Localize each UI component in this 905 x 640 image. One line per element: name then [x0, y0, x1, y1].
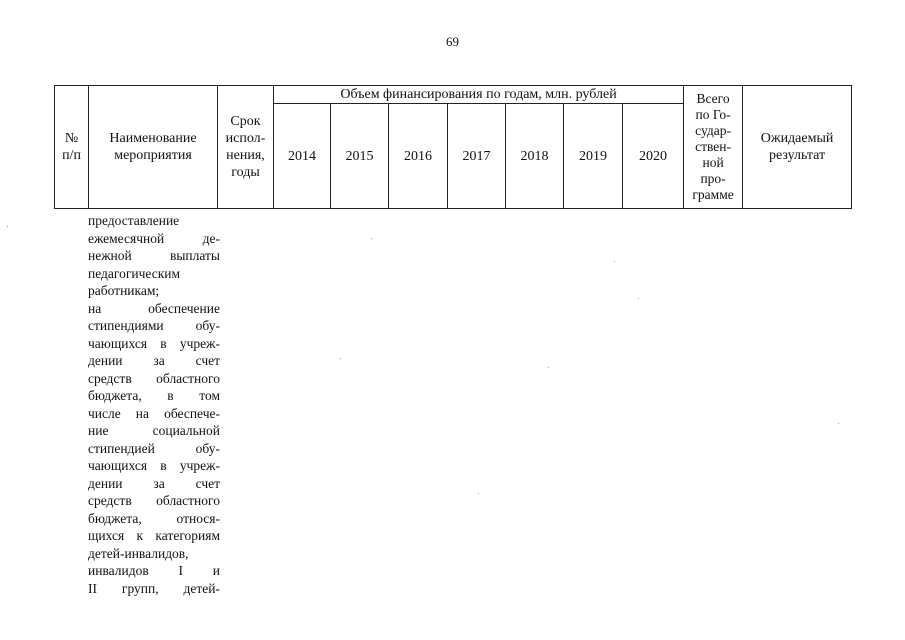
term-label-line: нения, [226, 148, 265, 163]
year-2016: 2016 [389, 104, 448, 209]
year-2014: 2014 [274, 104, 331, 209]
financing-table-header [54, 85, 852, 209]
name-column-header [89, 86, 218, 209]
scan-speck [7, 226, 8, 227]
scan-speck [478, 493, 479, 494]
text-line: дении за счет [88, 475, 220, 491]
text-line: чающихся в учреж- [88, 458, 220, 473]
text-line: числе на обеспече- [88, 405, 220, 421]
text-line: бюджета, относя- [88, 510, 220, 526]
text-line: педагогическим [88, 265, 181, 281]
scan-speck [614, 261, 615, 262]
text-line: стипендией обу- [88, 440, 220, 456]
text-line: стипендиями обу- [88, 318, 220, 333]
term-label-line: Срок [230, 114, 261, 129]
term-label-line: годы [231, 165, 260, 180]
text-line: инвалидов I и [88, 563, 220, 578]
total-column-header [684, 86, 743, 209]
result-label-line: результат [769, 148, 826, 163]
text-line: чающихся в учреж- [88, 335, 220, 351]
total-label-line: по Го- [695, 107, 731, 122]
name-label-line: Наименование [109, 131, 197, 146]
text-line: нежной выплаты [88, 248, 220, 263]
total-label-line: Всего [696, 91, 730, 106]
text-line: работникам; [88, 283, 160, 298]
year-2018: 2018 [506, 104, 564, 209]
name-label-line: мероприятия [114, 148, 192, 163]
term-column-header [218, 86, 274, 209]
year-2017: 2017 [448, 104, 506, 209]
text-line: на обеспечение [88, 300, 220, 316]
scan-speck [371, 238, 372, 239]
text-line: детей-инвалидов, [88, 545, 189, 561]
text-line: ние социальной [88, 423, 220, 438]
year-2020: 2020 [623, 104, 684, 209]
year-2019: 2019 [564, 104, 623, 209]
text-line: щихся к категориям [88, 528, 220, 543]
result-column-header [743, 86, 852, 209]
total-label-line: судар- [695, 123, 731, 138]
page-number: 69 [446, 34, 459, 49]
year-2015: 2015 [331, 104, 389, 209]
text-line: ежемесячной де- [88, 230, 220, 246]
term-label-line: испол- [225, 131, 266, 146]
number-column-header [55, 86, 89, 209]
total-label-line: грамме [692, 187, 734, 202]
total-label-line: про- [700, 171, 726, 186]
scan-speck [838, 423, 839, 424]
continued-measure-text [88, 212, 220, 597]
scan-speck [638, 298, 639, 299]
text-line: бюджета, в том [88, 388, 220, 403]
result-label-line: Ожидаемый [760, 131, 834, 146]
scan-speck [548, 367, 549, 368]
text-line: II групп, детей- [88, 580, 220, 596]
number-sign-label: № [64, 131, 79, 146]
text-line: предоставление [88, 213, 180, 228]
item-abbrev-label: п/п [62, 148, 81, 163]
text-line: средств областного [88, 370, 220, 386]
financing-title: Объем финансирования по годам, млн. рублей [274, 86, 684, 104]
total-label-line: ствен- [695, 139, 732, 154]
total-label-line: ной [702, 155, 724, 170]
text-line: средств областного [88, 493, 220, 508]
text-line: дении за счет [88, 353, 220, 368]
scan-speck [340, 358, 341, 359]
